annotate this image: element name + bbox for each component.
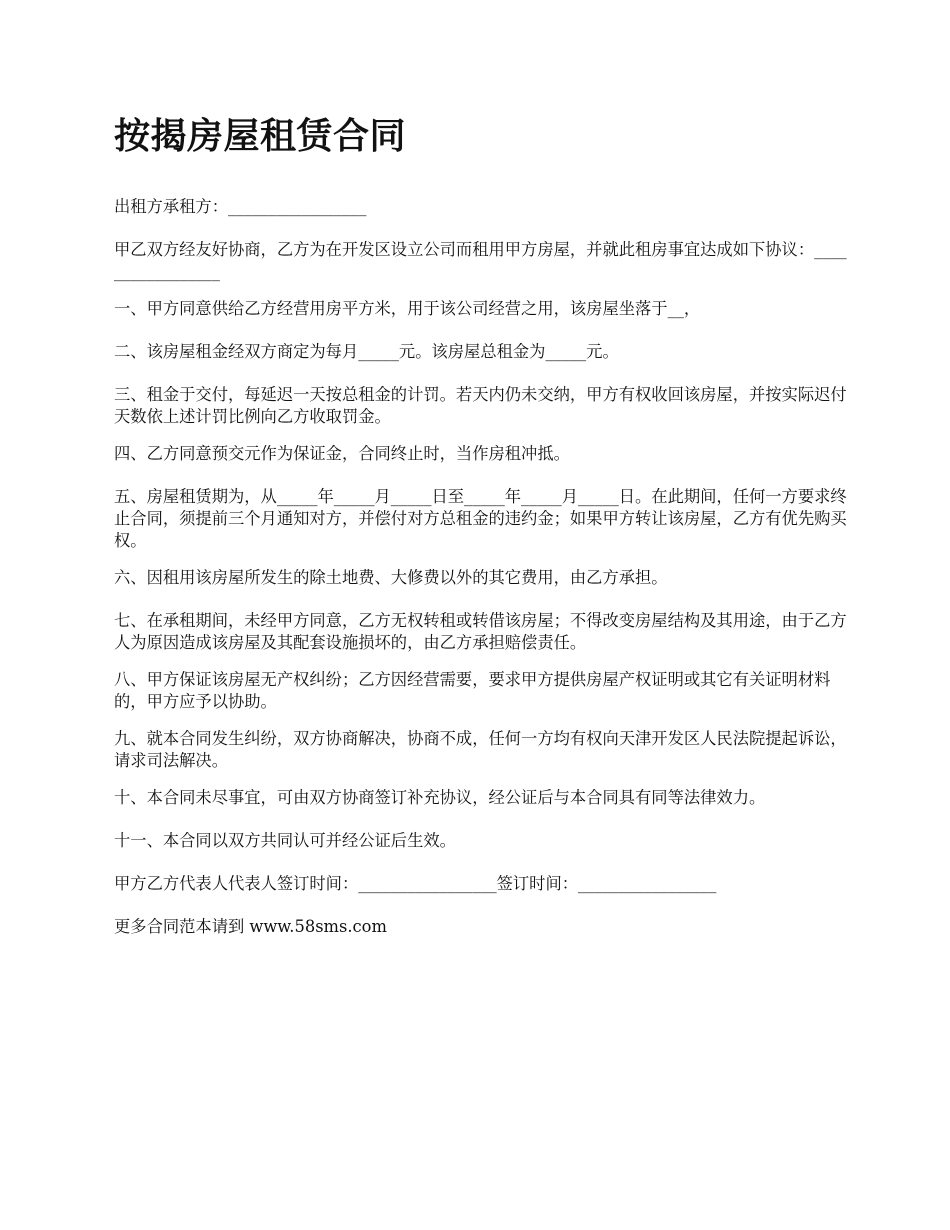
- clause-1: 一、甲方同意供给乙方经营用房平方米，用于该公司经营之用，该房屋坐落于__，: [114, 299, 701, 318]
- signature-line: 甲方乙方代表人代表人签订时间：_________________签订时间：_________________: [114, 874, 717, 893]
- contract-document: [114, 108, 854, 959]
- clause-10: 十、本合同未尽事宜，可由双方协商签订补充协议，经公证后与本合同具有同等法律效力。: [114, 788, 766, 807]
- clause-11: 十一、本合同以双方共同认可并经公证后生效。: [114, 831, 456, 850]
- clause-2: 二、该房屋租金经双方商定为每月_____元。该房屋总租金为_____元。: [114, 342, 619, 361]
- clause-9: 九、就本合同发生纠纷，双方协商解决，协商不成，任何一方均有权向天津开发区人民法院提起诉讼，请求司法解决。: [114, 729, 847, 770]
- footer-link-text: 更多合同范本请到 www.58sms.com: [114, 917, 387, 936]
- clause-6: 六、因租用该房屋所发生的除土地费、大修费以外的其它费用，由乙方承担。: [114, 568, 668, 587]
- clause-3: 三、租金于交付，每延迟一天按总租金的计罚。若天内仍未交纳，甲方有权收回该房屋，并按实际迟付天数依上述计罚比例向乙方收取罚金。: [114, 385, 847, 426]
- clause-8: 八、甲方保证该房屋无产权纠纷；乙方因经营需要，要求甲方提供房屋产权证明或其它有关证明材料的，甲方应予以协助。: [114, 670, 831, 711]
- clause-4: 四、乙方同意预交元作为保证金，合同终止时，当作房租冲抵。: [114, 444, 570, 463]
- clause-5: 五、房屋租赁期为，从_____年_____月_____日至_____年_____月_____日。在此期间，任何一方要求终止合同，须提前三个月通知对方，并偿付对方总租金的违约金；如果甲方转让该房屋，乙方有优先购买权。: [114, 487, 847, 550]
- preamble-paragraph: 甲乙双方经友好协商，乙方为在开发区设立公司而租用甲方房屋，并就此租房事宜达成如下协议：_________________: [114, 240, 847, 281]
- clause-7: 七、在承租期间，未经甲方同意，乙方无权转租或转借该房屋；不得改变房屋结构及其用途，由于乙方人为原因造成该房屋及其配套设施损坏的，由乙方承担赔偿责任。: [114, 611, 847, 652]
- parties-line: 出租方承租方：_________________: [114, 197, 367, 216]
- document-title: 按揭房屋租赁合同: [114, 115, 407, 157]
